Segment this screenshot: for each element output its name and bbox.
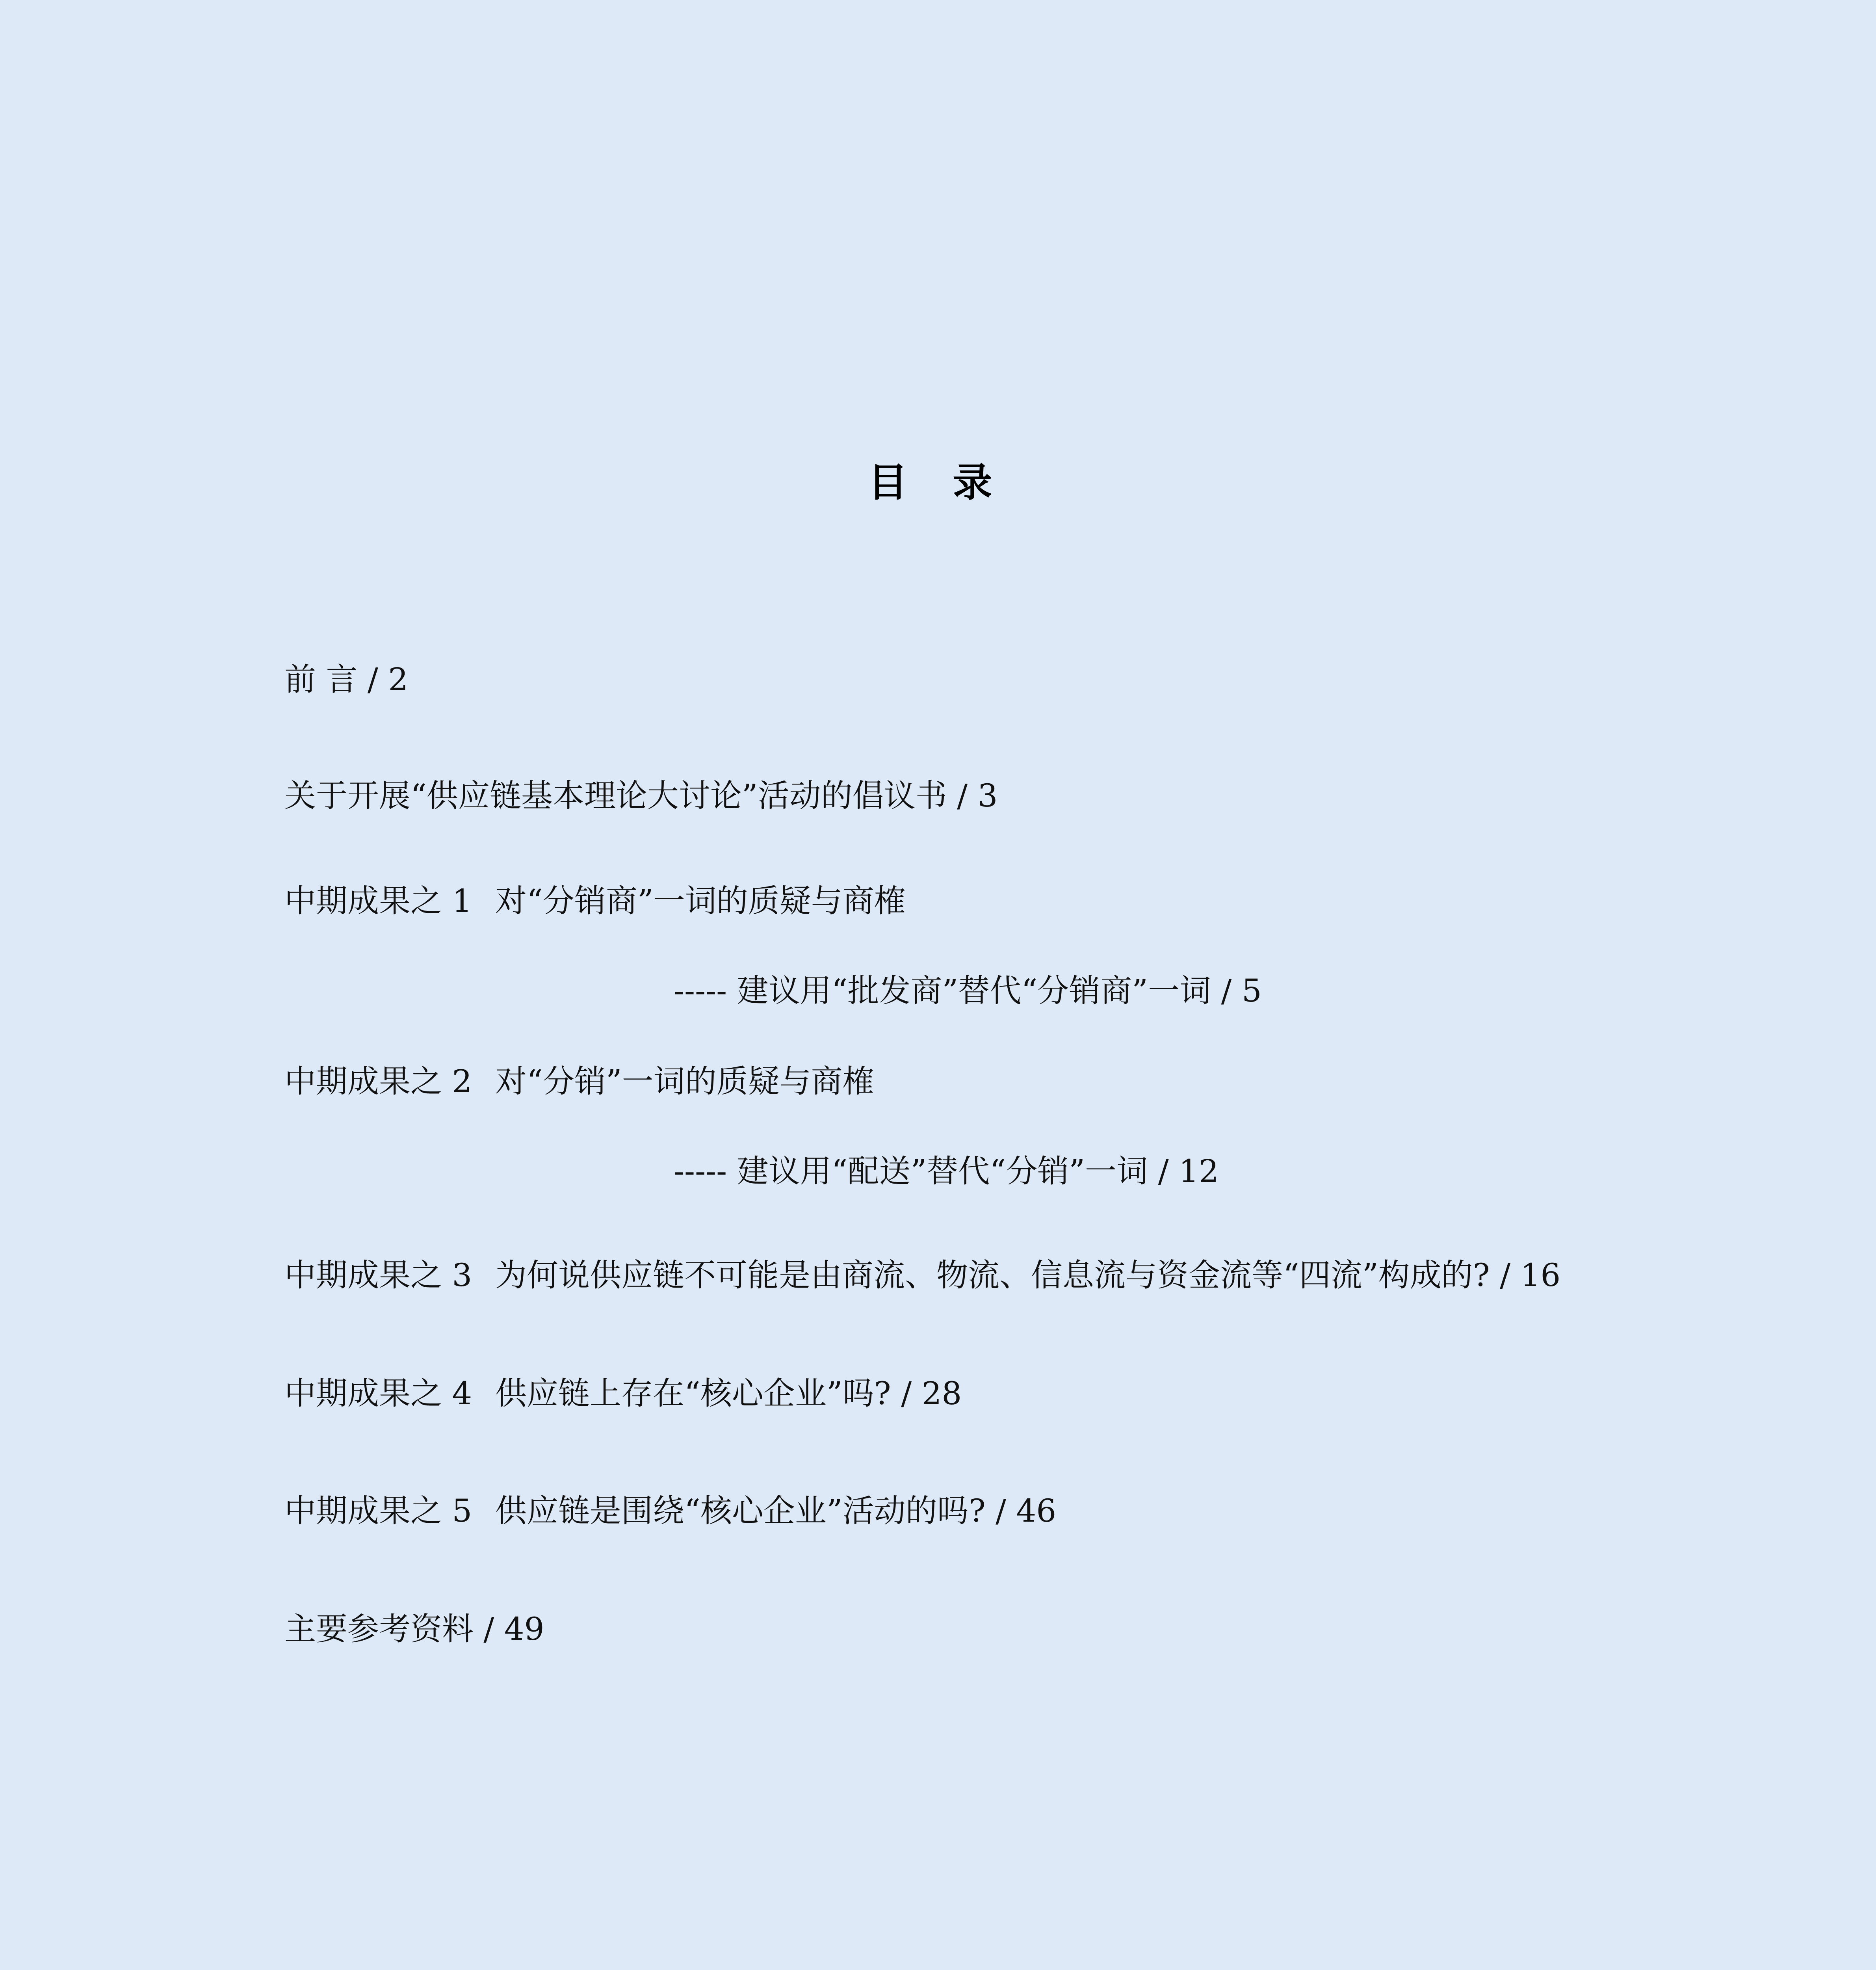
toc-entry-result-2 <box>284 1060 874 1103</box>
toc-entry-result-5 <box>284 1489 1056 1533</box>
toc-entry-title: 为何说供应链不可能是由商流、物流、信息流与资金流等“四流”构成的? / 16 <box>495 1257 1561 1294</box>
page-title: 目 录 <box>868 459 1008 506</box>
toc-entry-preface: 前 言 / 2 <box>284 661 409 698</box>
toc-entry-result-4 <box>284 1372 962 1415</box>
toc-entry-label: 中期成果之 1 <box>284 883 472 919</box>
toc-entry-proposal: 关于开展“供应链基本理论大讨论”活动的倡议书 / 3 <box>284 777 998 814</box>
toc-entry-result-2-subtitle: ----- 建议用“配送”替代“分销”一词 / 12 <box>674 1153 1219 1189</box>
toc-entry-title: 供应链上存在“核心企业”吗? / 28 <box>495 1375 962 1412</box>
toc-entry-title: 对“分销”一词的质疑与商榷 <box>495 1063 874 1100</box>
toc-entry-label: 中期成果之 2 <box>284 1063 472 1100</box>
toc-entry-label: 中期成果之 5 <box>284 1492 472 1529</box>
toc-entry-title: 对“分销商”一词的质疑与商榷 <box>495 883 906 919</box>
toc-entry-result-1 <box>284 879 906 923</box>
toc-entry-label: 中期成果之 4 <box>284 1375 472 1412</box>
toc-entry-references: 主要参考资料 / 49 <box>284 1611 544 1647</box>
toc-entry-result-3 <box>284 1254 1560 1297</box>
toc-entry-label: 中期成果之 3 <box>284 1257 472 1294</box>
toc-entry-result-1-subtitle: ----- 建议用“批发商”替代“分销商”一词 / 5 <box>674 972 1262 1009</box>
toc-entry-title: 供应链是围绕“核心企业”活动的吗? / 46 <box>495 1492 1057 1529</box>
